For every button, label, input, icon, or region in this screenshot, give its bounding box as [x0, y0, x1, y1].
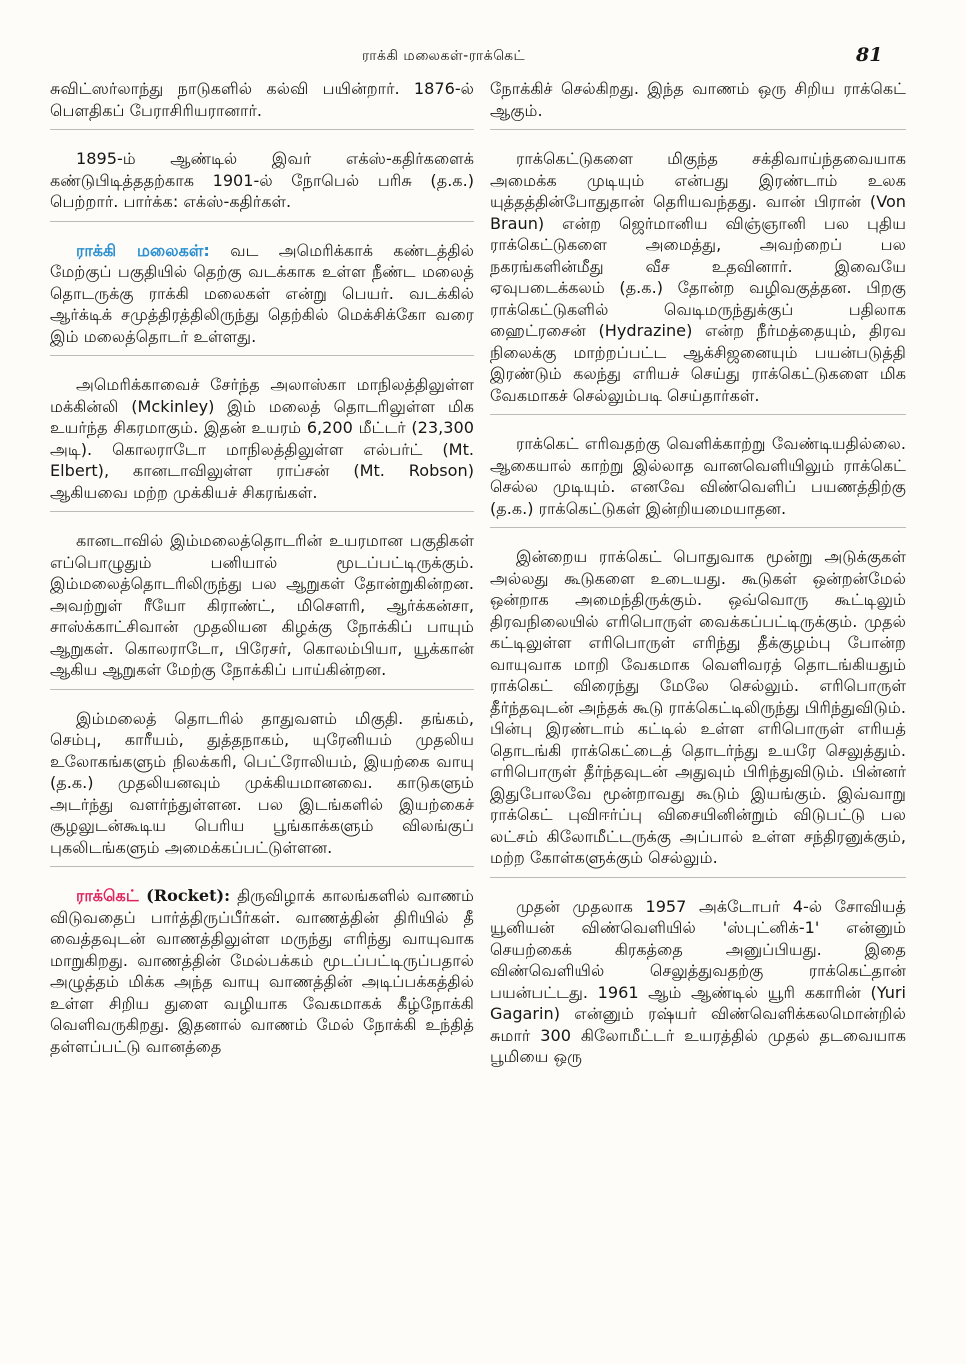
entry-rocket — [50, 885, 474, 1065]
right-column — [490, 78, 906, 1094]
entry-term: ராக்கி மலைகள்: — [76, 240, 210, 260]
paragraph: 1895-ம் ஆண்டில் இவர் எக்ஸ்-கதிர்களைக் கண்டுபிடித்ததற்காக 1901-ல் நோபெல் பரிசு (த.க.) பெற்றார். பார்க்க: எக்ஸ்-கதிர்கள். — [50, 148, 474, 222]
left-column — [50, 78, 474, 1083]
running-head: ராக்கி மலைகள்-ராக்கெட் — [362, 48, 526, 64]
entry-text: வட அமெரிக்காக் கண்டத்தில் மேற்குப் பகுதியில் தெற்கு வடக்காக உள்ள நீண்ட மலைத் தொடருக்கு ராக்கி மலைகள் என்று பெயர். வடக்கில் ஆர்க்டிக் சமுத்திரத்திலிருந்து தெற்கில் மெக்சிக்கோ வரை இம் மலைத்தொடர் உள்ளது. — [50, 240, 474, 346]
paragraph: சுவிட்ஸர்லாந்து நாடுகளில் கல்வி பயின்றார். 1876-ல் பௌதிகப் பேராசிரியரானார். — [50, 78, 474, 130]
entry-term: ராக்கெட் — [76, 886, 139, 905]
entry-text: திருவிழாக் காலங்களில் வாணம் விடுவதைப் பார்த்திருப்பீர்கள். வாணத்தின் திரியில் தீ வைத்தவுடன் வாணத்திலுள்ள மருந்து எரிந்து வாயுவாக மாறுகிறது. வாணத்தின் மேல்பக்கம் மூடப்பட்டிருப்பதால் அழுத்தம் மிக்க அந்த வாயு வாணத்தின் அடிப்பக்கத்தில் உள்ள சிறிய துளை வழியாக வேகமாகக் கீழ்நோக்கி வெளிவருகிறது. இதனால் வாணம் மேல் நோக்கி உந்தித் தள்ளப்பட்டு வானத்தை — [50, 886, 474, 1056]
paragraph: ராக்கெட்டுகளை மிகுந்த சக்திவாய்ந்தவையாக அமைக்க முடியும் என்பது இரண்டாம் உலக யுத்தத்தின்போதுதான் தெரியவந்தது. வான் பிரான் (Von Braun) என்ற ஜெர்மானிய விஞ்ஞானி பல புதிய ராக்கெட்டுகளை அமைத்து, அவற்றைப் பல நகரங்களின்மீது வீச உதவினார். இவையே ஏவுபடைக்கலம் (த.க.) தோன்ற வழிவகுத்தன. பிறகு ராக்கெட்டுகளில் வெடிமருந்துக்குப் பதிலாக ஹைட்ரசைன் (Hydrazine) என்ற நீர்மத்தையும், திரவ நிலைக்கு மாற்றப்பட்ட ஆக்சிஜனையும் பயன்படுத்தி இரண்டும் கலந்து எரியச் செய்து ராக்கெட்டுகளை மிக வேகமாகச் செல்லும்படி செய்தார்கள். — [490, 148, 906, 415]
paragraph: நோக்கிச் செல்கிறது. இந்த வாணம் ஒரு சிறிய ராக்கெட் ஆகும். — [490, 78, 906, 130]
paragraph: கானடாவில் இம்மலைத்தொடரின் உயரமான பகுதிகள் எப்பொழுதும் பனியால் மூடப்பட்டிருக்கும். இம்மலைத்தொடரிலிருந்து பல ஆறுகள் தோன்றுகின்றன. அவற்றுள் ரீயோ கிராண்ட், மிசௌரி, ஆர்க்கன்சா, சாஸ்க்காட்சிவான் முதலியன கிழக்கு நோக்கிப் பாயும் ஆறுகள். கொலராடோ, பிரேசர், கொலம்பியா, யூக்கான் ஆகிய ஆறுகள் மேற்கு நோக்கிப் பாய்கின்றன. — [50, 530, 474, 690]
paragraph: அமெரிக்காவைச் சேர்ந்த அலாஸ்கா மாநிலத்திலுள்ள மக்கின்லி (Mckinley) இம் மலைத் தொடரிலுள்ள மிக உயர்ந்த சிகரமாகும். இதன் உயரம் 6,200 மீட்டர் (23,300 அடி). கொலராடோ மாநிலத்திலுள்ள எல்பர்ட் (Mt. Elbert), கானடாவிலுள்ள ராப்சன் (Mt. Robson) ஆகியவை மற்ற முக்கியச் சிகரங்கள். — [50, 374, 474, 512]
paragraph: இன்றைய ராக்கெட் பொதுவாக மூன்று அடுக்குகள் அல்லது கூடுகளை உடையது. கூடுகள் ஒன்றன்மேல் ஒன்றாக அமைந்திருக்கும். ஒவ்வொரு கூட்டிலும் திரவநிலையில் எரிபொருள் வைக்கப்பட்டிருக்கும். முதல் கட்டிலுள்ள எரிபொருள் எரிந்து தீக்குழம்பு போன்ற வாயுவாக மாறி வேகமாக வெளிவரத் தொடங்கியதும் ராக்கெட் விரைந்து மேலே செல்லும். எரிபொருள் தீர்ந்தவுடன் அந்தக் கூடு ராக்கெட்டிலிருந்து பிரிந்துவிடும். பின்பு இரண்டாம் கட்டில் உள்ள எரிபொருள் எரியத் தொடங்கி ராக்கெட்டைத் தொடர்ந்து உயரே செலுத்தும். எரிபொருள் தீர்ந்தவுடன் அதுவும் பிரிந்துவிடும். பின்னர் இதுபோலவே மூன்றாவது கூடும் இயங்கும். இவ்வாறு ராக்கெட் புவிஈர்ப்பு விசையினின்றும் விடுபட்டு பல லட்சம் கிலோமீட்டருக்கு அப்பால் உள்ள சந்திரனுக்கும், மற்ற கோள்களுக்கும் செல்லும். — [490, 546, 906, 878]
paragraph: இம்மலைத் தொடரில் தாதுவளம் மிகுதி. தங்கம், செம்பு, காரீயம், துத்தநாகம், யுரேனியம் முதலிய உலோகங்களும் நிலக்கரி, பெட்ரோலியம், இயற்கை வாயு (த.க.) முதலியனவும் முக்கியமானவை. காடுகளும் அடர்ந்து வளர்ந்துள்ளன. பல இடங்களில் இயற்கைச் சூழலுடன்கூடிய பெரிய பூங்காக்களும் விலங்குப் புகலிடங்களும் அமைக்கப்பட்டுள்ளன. — [50, 708, 474, 868]
page-header — [0, 44, 966, 74]
paragraph: முதன் முதலாக 1957 அக்டோபர் 4-ல் சோவியத் யூனியன் விண்வெளியில் 'ஸ்புட்னிக்-1' என்னும் செயற்கைக் கிரகத்தை அனுப்பியது. இதை விண்வெளியில் செலுத்துவதற்கு ராக்கெட்தான் பயன்பட்டது. 1961 ஆம் ஆண்டில் யூரி ககாரின் (Yuri Gagarin) என்னும் ரஷ்யர் விண்வெளிக்கலமொன்றில் சுமார் 300 கிலோமீட்டர் உயரத்தில் முதல் தடவையாக பூமியை ஒரு — [490, 896, 906, 1066]
paragraph: ராக்கெட் எரிவதற்கு வெளிக்காற்று வேண்டியதில்லை. ஆகையால் காற்று இல்லாத வானவெளியிலும் ராக்கெட் செல்ல முடியும். எனவே விண்வெளிப் பயணத்திற்கு (த.க.) ராக்கெட்டுகள் இன்றியமையாதன. — [490, 433, 906, 528]
entry-latin-term: (Rocket): — [138, 886, 231, 905]
entry-rocky-mountains — [50, 240, 474, 357]
page-number: 81 — [856, 44, 883, 66]
